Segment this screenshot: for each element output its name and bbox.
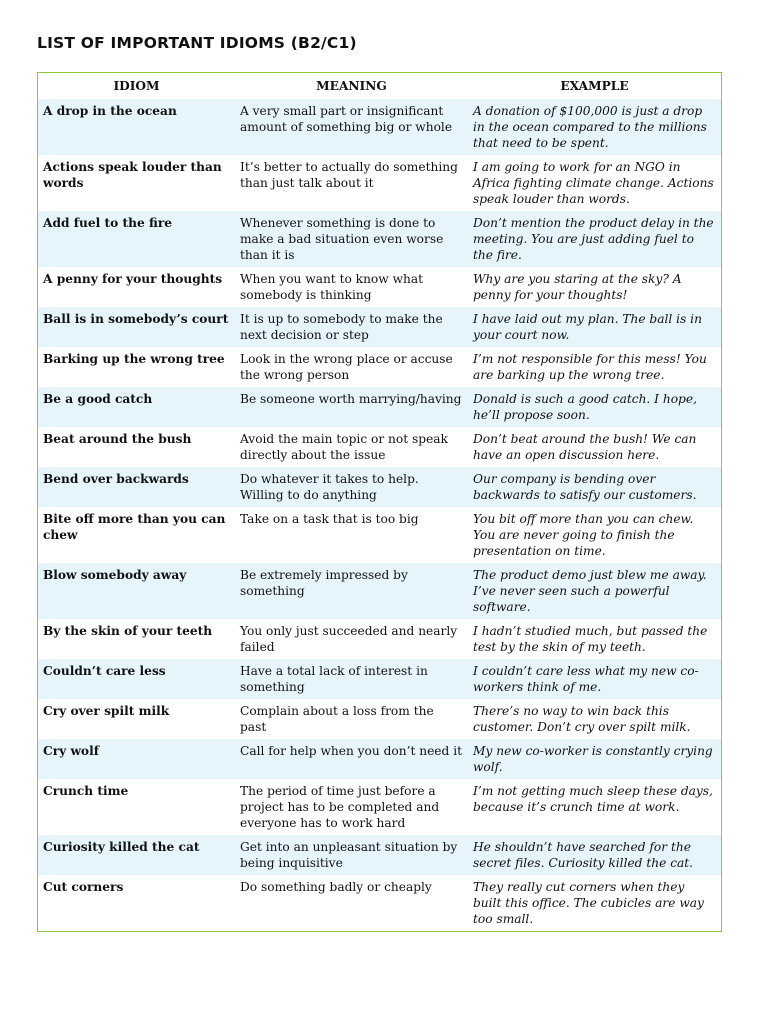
idiom-cell: A drop in the ocean [38,99,235,155]
example-cell: I’m not responsible for this mess! You are barking up the wrong tree. [473,352,707,382]
table-header-row [38,73,721,99]
meaning-cell: You only just succeeded and nearly failed [240,624,458,654]
meaning-cell: Do whatever it takes to help. Willing to do anything [235,467,468,507]
example-cell: I’m not getting much sleep these days, because it’s crunch time at work. [473,784,713,814]
idiom-cell: Beat around the bush [43,432,192,446]
idiom-cell: Be a good catch [38,387,235,427]
idiom-cell: A penny for your thoughts [43,272,223,286]
meaning-cell: Complain about a loss from the past [240,704,434,734]
table-row [38,739,721,779]
idiom-cell: Bend over backwards [38,467,235,507]
example-cell: They really cut corners when they built this office. The cubicles are way too small. [473,880,704,926]
table-row [38,99,721,155]
column-header-example: EXAMPLE [560,79,629,93]
table-row [38,427,721,467]
idioms-table [37,72,722,932]
example-cell: I have laid out my plan. The ball is in your court now. [468,307,721,347]
example-cell: My new co-worker is constantly crying wolf. [468,739,721,779]
idiom-cell: Bite off more than you can chew [43,512,226,542]
example-cell: I couldn’t care less what my new co-workers think of me. [468,659,721,699]
meaning-cell: Look in the wrong place or accuse the wrong person [240,352,453,382]
column-header-idiom: IDIOM [113,79,160,93]
table-row [38,267,721,307]
table-row [38,467,721,507]
meaning-cell: The period of time just before a project has to be completed and everyone has to work hard [240,784,440,830]
meaning-cell: Avoid the main topic or not speak directly about the issue [240,432,448,462]
idiom-cell: Couldn’t care less [38,659,235,699]
meaning-cell: Whenever something is done to make a bad situation even worse than it is [235,211,468,267]
meaning-cell: When you want to know what somebody is thinking [240,272,424,302]
idiom-cell: Cut corners [43,880,124,894]
meaning-cell: Do something badly or cheaply [240,880,432,894]
idiom-cell: Crunch time [43,784,129,798]
table-row [38,307,721,347]
idiom-cell: By the skin of your teeth [43,624,213,638]
table-row [38,507,721,563]
meaning-cell: A very small part or insignificant amount of something big or whole [235,99,468,155]
meaning-cell: It is up to somebody to make the next decision or step [235,307,468,347]
example-cell: Don’t mention the product delay in the meeting. You are just adding fuel to the fire. [468,211,721,267]
meaning-cell: Call for help when you don’t need it [235,739,468,779]
table-row [38,835,721,875]
table-row [38,619,721,659]
column-header-meaning: MEANING [316,79,387,93]
table-row [38,387,721,427]
table-row [38,699,721,739]
example-cell: Don’t beat around the bush! We can have an open discussion here. [473,432,697,462]
table-row [38,155,721,211]
meaning-cell: Have a total lack of interest in something [235,659,468,699]
table-row [38,875,721,931]
meaning-cell: Take on a task that is too big [240,512,419,526]
meaning-cell: Get into an unpleasant situation by being inquisitive [235,835,468,875]
example-cell: Our company is bending over backwards to satisfy our customers. [468,467,721,507]
example-cell: I hadn’t studied much, but passed the test by the skin of my teeth. [473,624,708,654]
idiom-cell: Ball is in somebody’s court [38,307,235,347]
example-cell: Donald is such a good catch. I hope, he’ll propose soon. [468,387,721,427]
example-cell: I am going to work for an NGO in Africa fighting climate change. Actions speak louder than words. [473,160,714,206]
idiom-cell: Cry over spilt milk [43,704,170,718]
table-row [38,347,721,387]
idiom-cell: Actions speak louder than words [43,160,222,190]
meaning-cell: It’s better to actually do something than just talk about it [240,160,458,190]
idiom-cell: Cry wolf [38,739,235,779]
example-cell: A donation of $100,000 is just a drop in the ocean compared to the millions that need to be spent. [468,99,721,155]
example-cell: You bit off more than you can chew. You are never going to finish the presentation on time. [473,512,694,558]
idiom-cell: Blow somebody away [38,563,235,619]
idiom-cell: Barking up the wrong tree [43,352,225,366]
idiom-cell: Add fuel to the fire [38,211,235,267]
example-cell: Why are you staring at the sky? A penny for your thoughts! [473,272,682,302]
meaning-cell: Be extremely impressed by something [235,563,468,619]
meaning-cell: Be someone worth marrying/having [235,387,468,427]
table-row [38,659,721,699]
example-cell: He shouldn’t have searched for the secret files. Curiosity killed the cat. [468,835,721,875]
table-row [38,211,721,267]
example-cell: There’s no way to win back this customer. Don’t cry over spilt milk. [473,704,691,734]
table-row [38,563,721,619]
page-title: LIST OF IMPORTANT IDIOMS (B2/C1) [37,34,357,52]
idiom-cell: Curiosity killed the cat [38,835,235,875]
example-cell: The product demo just blew me away. I’ve never seen such a powerful software. [468,563,721,619]
table-row [38,779,721,835]
